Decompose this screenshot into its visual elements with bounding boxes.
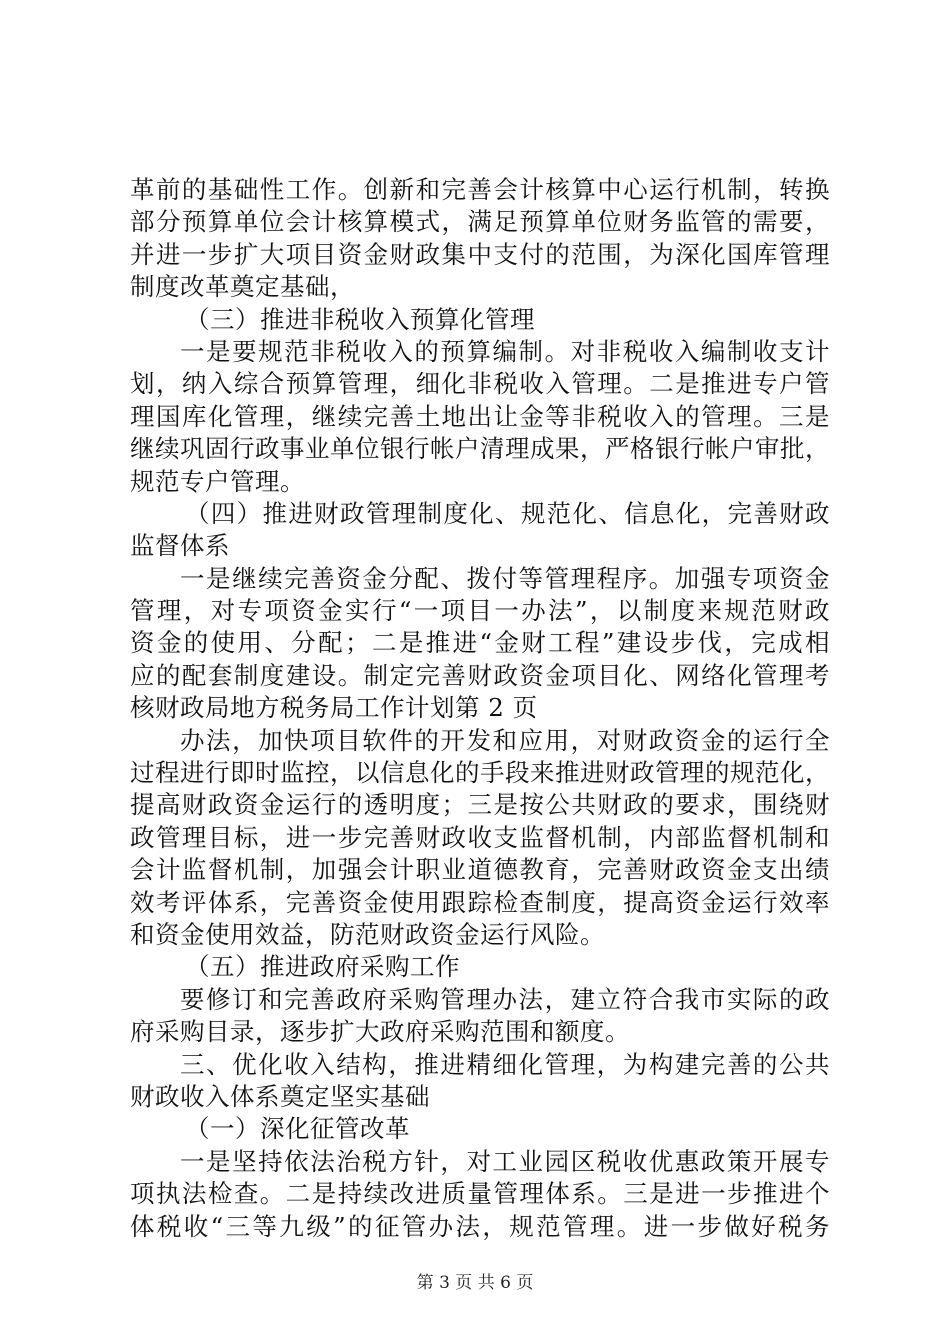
text-line: （一）深化征管改革 <box>185 1114 410 1144</box>
text-line: 一是坚持依法治税方针，对工业园区税收优惠政策开展专 <box>180 1146 830 1176</box>
text-line: 过程进行即时监控，以信息化的手段来推进财政管理的规范化， <box>130 758 830 788</box>
text-line: 项执法检查。二是持续改进质量管理体系。三是进一步推进个 <box>130 1179 830 1209</box>
text-line: 一是继续完善资金分配、拨付等管理程序。加强专项资金 <box>180 563 830 593</box>
text-line: 继续巩固行政事业单位银行帐户清理成果，严格银行帐户审批， <box>130 434 830 464</box>
text-line: 管理，对专项资金实行“一项目一办法”，以制度来规范财政 <box>130 596 830 626</box>
text-line: 和资金使用效益，防范财政资金运行风险。 <box>130 919 605 949</box>
text-line: 核财政局地方税务局工作计划第 2 页 <box>130 693 538 723</box>
text-line: （三）推进非税收入预算化管理 <box>185 304 535 334</box>
text-line: 监督体系 <box>130 531 230 561</box>
document-body <box>130 174 830 1243</box>
page-footer: 第 3 页 共 6 页 <box>416 1273 534 1293</box>
text-line: 应的配套制度建设。制定完善财政资金项目化、网络化管理考 <box>130 660 830 690</box>
text-line: 体税收“三等九级”的征管办法，规范管理。进一步做好税务 <box>130 1211 830 1241</box>
text-line: 理国库化管理，继续完善土地出让金等非税收入的管理。三是 <box>130 401 830 431</box>
text-line: 政管理目标，进一步完善财政收支监督机制，内部监督机制和 <box>130 822 830 852</box>
text-line: 财政收入体系奠定坚实基础 <box>130 1081 430 1111</box>
text-line: 并进一步扩大项目资金财政集中支付的范围，为深化国库管理 <box>130 239 830 269</box>
text-line: 府采购目录，逐步扩大政府采购范围和额度。 <box>130 1017 630 1047</box>
text-line: 办法，加快项目软件的开发和应用，对财政资金的运行全 <box>180 725 830 755</box>
text-line: 会计监督机制，加强会计职业道德教育，完善财政资金支出绩 <box>130 855 830 885</box>
text-line: 制度改革奠定基础， <box>130 272 355 302</box>
text-line: （五）推进政府采购工作 <box>185 952 460 982</box>
text-line: 资金的使用、分配；二是推进“金财工程”建设步伐，完成相 <box>130 628 830 658</box>
text-line: 提高财政资金运行的透明度；三是按公共财政的要求，围绕财 <box>130 790 830 820</box>
text-line: 一是要规范非税收入的预算编制。对非税收入编制收支计 <box>180 336 830 366</box>
text-line: 部分预算单位会计核算模式，满足预算单位财务监管的需要， <box>130 207 830 237</box>
text-line: 要修订和完善政府采购管理办法，建立符合我市实际的政 <box>180 984 830 1014</box>
text-line: （四）推进财政管理制度化、规范化、信息化，完善财政 <box>185 498 830 528</box>
text-line: 效考评体系，完善资金使用跟踪检查制度，提高资金运行效率 <box>130 887 830 917</box>
text-line: 划，纳入综合预算管理，细化非税收入管理。二是推进专户管 <box>130 369 830 399</box>
text-line: 规范专户管理。 <box>130 466 305 496</box>
text-line: 革前的基础性工作。创新和完善会计核算中心运行机制，转换 <box>130 175 830 204</box>
text-line: 三、优化收入结构，推进精细化管理，为构建完善的公共 <box>180 1049 830 1079</box>
